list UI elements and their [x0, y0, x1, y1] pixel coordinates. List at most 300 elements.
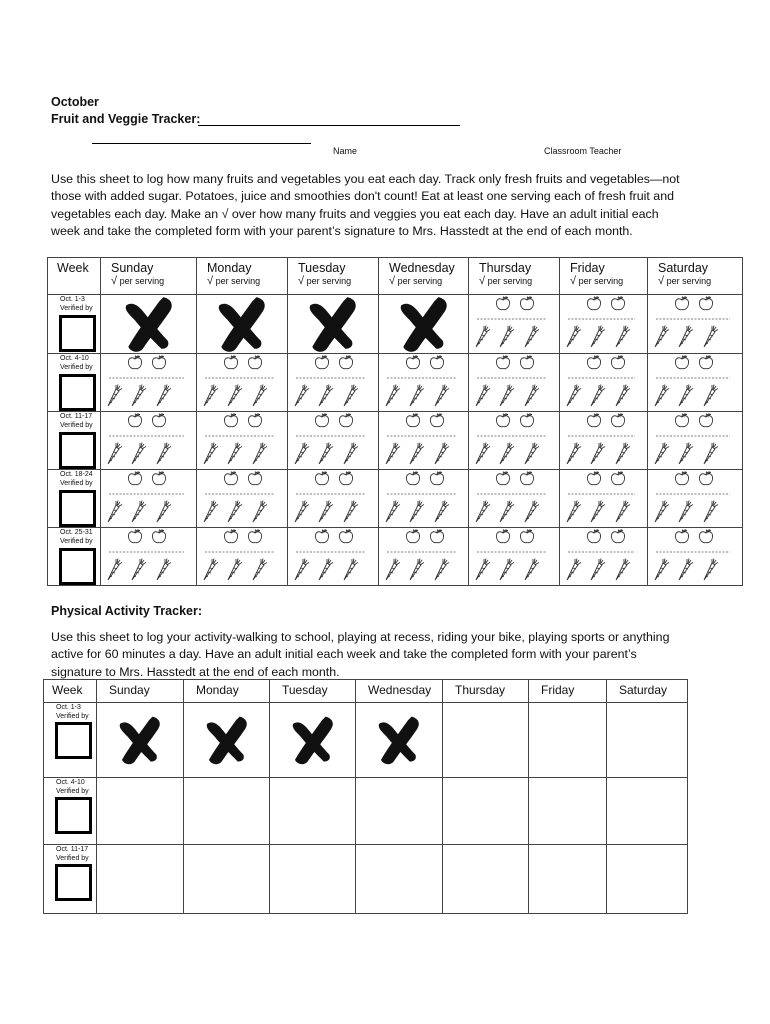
- carrot-icon: [704, 501, 718, 523]
- apple-icon: [128, 356, 141, 369]
- carrot-icon: [344, 559, 358, 581]
- apple-icon: [406, 530, 419, 543]
- apple-icon: [248, 356, 261, 369]
- carrot-icon: [228, 385, 242, 407]
- week-cell: [48, 412, 101, 470]
- apple-icon: [315, 356, 328, 369]
- carrot-icon: [704, 559, 718, 581]
- day-cell-sunday[interactable]: [101, 412, 197, 470]
- fruit-tracker-title: Fruit and Veggie Tracker:: [51, 112, 201, 126]
- day-cell-friday[interactable]: [529, 778, 607, 845]
- day-header-friday: [560, 258, 648, 295]
- carrot-icon: [679, 559, 693, 581]
- carrot-icon: [410, 501, 424, 523]
- produce-icons: [101, 412, 197, 468]
- x-mark-icon: [118, 295, 180, 354]
- carrot-icon: [616, 385, 630, 407]
- serving-text: per serving: [397, 276, 443, 286]
- day-cell-monday[interactable]: [197, 354, 288, 412]
- apple-icon: [128, 530, 141, 543]
- apple-icon: [430, 530, 443, 543]
- verified-by-label: Verified by: [60, 538, 93, 545]
- carrot-icon: [525, 559, 539, 581]
- apple-icon: [315, 414, 328, 427]
- day-cell-monday[interactable]: [184, 778, 270, 845]
- week-cell: [44, 845, 97, 914]
- day-cell-tuesday[interactable]: [288, 354, 379, 412]
- carrot-icon: [616, 559, 630, 581]
- apple-icon: [611, 414, 624, 427]
- day-header-saturday: [607, 680, 688, 703]
- day-cell-monday[interactable]: [197, 528, 288, 586]
- carrot-icon: [500, 559, 514, 581]
- day-cell-friday[interactable]: [560, 528, 648, 586]
- apple-icon: [430, 356, 443, 369]
- carrot-icon: [500, 385, 514, 407]
- day-cell-saturday[interactable]: [648, 354, 743, 412]
- carrot-icon: [410, 559, 424, 581]
- apple-icon: [430, 414, 443, 427]
- day-cell-saturday[interactable]: [648, 412, 743, 470]
- carrot-icon: [591, 559, 605, 581]
- tracker-title-line: [198, 125, 460, 126]
- day-cell-friday[interactable]: [560, 295, 648, 354]
- day-cell-sunday[interactable]: [97, 845, 184, 914]
- day-header-monday: [184, 680, 270, 703]
- carrot-icon: [500, 326, 514, 348]
- day-header-wednesday: [356, 680, 443, 703]
- day-cell-friday[interactable]: [560, 470, 648, 528]
- apple-icon: [339, 472, 352, 485]
- per-serving-label: [648, 275, 742, 287]
- carrot-icon: [567, 501, 581, 523]
- activity-table: [43, 679, 688, 914]
- apple-icon: [611, 297, 624, 310]
- week-row: [44, 703, 688, 778]
- day-header-sunday: [97, 680, 184, 703]
- teacher-label: Classroom Teacher: [544, 146, 622, 156]
- carrot-icon: [253, 559, 267, 581]
- produce-icons: [288, 412, 379, 468]
- carrot-icon: [567, 385, 581, 407]
- x-mark-icon: [286, 709, 340, 771]
- apple-icon: [152, 356, 165, 369]
- carrot-icon: [253, 385, 267, 407]
- verified-checkbox[interactable]: [55, 797, 92, 834]
- apple-icon: [128, 414, 141, 427]
- carrot-icon: [525, 443, 539, 465]
- carrot-icon: [591, 443, 605, 465]
- day-cell-saturday[interactable]: [648, 295, 743, 354]
- apple-icon: [496, 414, 509, 427]
- day-cell-wednesday[interactable]: [379, 470, 469, 528]
- carrot-icon: [591, 326, 605, 348]
- day-cell-wednesday[interactable]: [379, 295, 469, 354]
- serving-text: per serving: [215, 276, 261, 286]
- day-cell-saturday[interactable]: [607, 845, 688, 914]
- check-mark-icon: √: [658, 275, 665, 287]
- carrot-icon: [157, 501, 171, 523]
- carrot-icon: [567, 326, 581, 348]
- week-column-header: Week: [44, 680, 97, 703]
- verified-by-label: Verified by: [56, 713, 89, 720]
- produce-icons: [469, 295, 560, 351]
- activity-tracker-title: Physical Activity Tracker:: [51, 604, 203, 618]
- carrot-icon: [253, 443, 267, 465]
- carrot-icon: [500, 443, 514, 465]
- carrot-icon: [476, 326, 490, 348]
- day-cell-sunday[interactable]: [101, 354, 197, 412]
- day-name: Saturday: [619, 683, 668, 697]
- day-cell-thursday[interactable]: [469, 528, 560, 586]
- carrot-icon: [204, 385, 218, 407]
- day-cell-friday[interactable]: [560, 412, 648, 470]
- day-cell-monday[interactable]: [184, 845, 270, 914]
- day-cell-thursday[interactable]: [443, 778, 529, 845]
- carrot-icon: [616, 443, 630, 465]
- day-cell-sunday[interactable]: [101, 528, 197, 586]
- carrot-icon: [500, 501, 514, 523]
- produce-icons: [648, 295, 743, 351]
- apple-icon: [128, 472, 141, 485]
- day-cell-monday[interactable]: [184, 703, 270, 778]
- day-cell-thursday[interactable]: [469, 295, 560, 354]
- day-cell-tuesday[interactable]: [288, 412, 379, 470]
- verified-checkbox[interactable]: [59, 490, 96, 527]
- day-header-wednesday: [379, 258, 469, 295]
- day-cell-wednesday[interactable]: [379, 412, 469, 470]
- day-cell-saturday[interactable]: [648, 470, 743, 528]
- apple-icon: [675, 472, 688, 485]
- day-cell-friday[interactable]: [529, 845, 607, 914]
- carrot-icon: [386, 443, 400, 465]
- verified-checkbox[interactable]: [59, 315, 96, 352]
- verified-by-label: Verified by: [56, 788, 89, 795]
- carrot-icon: [295, 385, 309, 407]
- day-name: Thursday: [455, 683, 506, 697]
- carrot-icon: [295, 443, 309, 465]
- apple-icon: [339, 414, 352, 427]
- verified-checkbox[interactable]: [55, 864, 92, 901]
- carrot-icon: [157, 559, 171, 581]
- produce-icons: [648, 354, 743, 410]
- carrot-icon: [319, 559, 333, 581]
- carrot-icon: [108, 443, 122, 465]
- produce-icons: [197, 354, 288, 410]
- day-cell-sunday[interactable]: [97, 778, 184, 845]
- day-cell-wednesday[interactable]: [356, 778, 443, 845]
- day-cell-tuesday[interactable]: [270, 703, 356, 778]
- carrot-icon: [476, 385, 490, 407]
- carrot-icon: [157, 443, 171, 465]
- fruit-instructions: Use this sheet to log how many fruits and vegetables you eat each day. Track only fresh fruits and vegetables—not those with added sugar. Potatoes, juice and smoothies don't count! Eat at least one serving each of fresh fruit and vegetables each day. Make an √ over how many fruits and veggies you eat each day. Have an adult initial each week and take the completed form with your parent’s signature to Mrs. Hasstedt at the end of each month.: [51, 172, 680, 239]
- carrot-icon: [616, 501, 630, 523]
- carrot-icon: [704, 385, 718, 407]
- day-header-thursday: [443, 680, 529, 703]
- carrot-icon: [655, 443, 669, 465]
- day-cell-friday[interactable]: [529, 703, 607, 778]
- day-header-tuesday: [288, 258, 379, 295]
- carrot-icon: [679, 326, 693, 348]
- produce-icons: [469, 470, 560, 526]
- apple-icon: [611, 530, 624, 543]
- carrot-icon: [655, 385, 669, 407]
- apple-icon: [152, 472, 165, 485]
- apple-icon: [224, 356, 237, 369]
- day-cell-thursday[interactable]: [469, 412, 560, 470]
- apple-icon: [152, 530, 165, 543]
- carrot-icon: [228, 501, 242, 523]
- produce-icons: [288, 470, 379, 526]
- day-name: Monday: [196, 683, 239, 697]
- day-cell-wednesday[interactable]: [379, 354, 469, 412]
- day-cell-thursday[interactable]: [443, 845, 529, 914]
- carrot-icon: [410, 443, 424, 465]
- apple-icon: [699, 530, 712, 543]
- day-header-friday: [529, 680, 607, 703]
- carrot-icon: [591, 501, 605, 523]
- apple-icon: [496, 297, 509, 310]
- fruit-veggie-table: [47, 257, 743, 586]
- verified-by-label: Verified by: [60, 305, 93, 312]
- check-mark-icon: √: [389, 275, 396, 287]
- day-cell-monday[interactable]: [197, 412, 288, 470]
- week-label: Oct. 11-17: [56, 846, 89, 853]
- carrot-icon: [204, 501, 218, 523]
- carrot-icon: [319, 501, 333, 523]
- carrot-icon: [132, 385, 146, 407]
- day-cell-wednesday[interactable]: [379, 528, 469, 586]
- apple-icon: [496, 472, 509, 485]
- day-cell-monday[interactable]: [197, 295, 288, 354]
- carrot-icon: [344, 385, 358, 407]
- apple-icon: [248, 414, 261, 427]
- carrot-icon: [476, 443, 490, 465]
- day-cell-tuesday[interactable]: [288, 470, 379, 528]
- week-column-header: Week: [48, 258, 101, 295]
- day-header-tuesday: [270, 680, 356, 703]
- week-label: Oct. 1-3: [60, 296, 85, 303]
- day-cell-monday[interactable]: [197, 470, 288, 528]
- carrot-icon: [591, 385, 605, 407]
- carrot-icon: [108, 559, 122, 581]
- carrot-icon: [386, 559, 400, 581]
- week-label: Oct. 1-3: [56, 704, 81, 711]
- day-cell-sunday[interactable]: [101, 470, 197, 528]
- week-cell: [48, 354, 101, 412]
- month-title: October: [51, 95, 99, 109]
- x-mark-icon: [211, 295, 273, 354]
- per-serving-label: [469, 275, 559, 287]
- day-name: Monday: [207, 261, 252, 275]
- apple-icon: [406, 356, 419, 369]
- produce-icons: [288, 528, 379, 584]
- day-cell-tuesday[interactable]: [270, 845, 356, 914]
- day-cell-wednesday[interactable]: [356, 703, 443, 778]
- week-cell: [44, 778, 97, 845]
- produce-icons: [101, 470, 197, 526]
- day-cell-thursday[interactable]: [469, 470, 560, 528]
- produce-icons: [648, 528, 743, 584]
- carrot-icon: [295, 559, 309, 581]
- week-label: Oct. 25-31: [60, 529, 93, 536]
- carrot-icon: [132, 501, 146, 523]
- carrot-icon: [655, 559, 669, 581]
- carrot-icon: [108, 385, 122, 407]
- verified-checkbox[interactable]: [55, 722, 92, 759]
- apple-icon: [520, 356, 533, 369]
- produce-icons: [288, 354, 379, 410]
- name-label: Name: [333, 146, 358, 156]
- apple-icon: [406, 414, 419, 427]
- carrot-icon: [204, 443, 218, 465]
- day-name: Tuesday: [298, 261, 346, 275]
- day-name: Thursday: [479, 261, 532, 275]
- verified-checkbox[interactable]: [59, 374, 96, 411]
- verified-by-label: Verified by: [60, 480, 93, 487]
- day-cell-thursday[interactable]: [443, 703, 529, 778]
- apple-icon: [587, 414, 600, 427]
- day-cell-saturday[interactable]: [648, 528, 743, 586]
- day-cell-wednesday[interactable]: [356, 845, 443, 914]
- activity-instructions: Use this sheet to log your activity-walking to school, playing at recess, riding your bike, playing sports or anything active for 60 minutes a day. Have an adult initial each week and take the completed form with your parent’s signature to Mrs. Hasstedt at the end of each month.: [51, 630, 670, 679]
- x-mark-icon: [200, 709, 254, 771]
- produce-icons: [197, 528, 288, 584]
- carrot-icon: [295, 501, 309, 523]
- day-cell-friday[interactable]: [560, 354, 648, 412]
- x-mark-icon: [393, 295, 455, 354]
- name-line[interactable]: [92, 143, 311, 144]
- serving-text: per serving: [666, 276, 712, 286]
- day-cell-saturday[interactable]: [607, 703, 688, 778]
- week-row: [48, 412, 743, 470]
- carrot-icon: [228, 443, 242, 465]
- apple-icon: [224, 414, 237, 427]
- carrot-icon: [228, 559, 242, 581]
- produce-icons: [648, 412, 743, 468]
- day-header-sunday: [101, 258, 197, 295]
- produce-icons: [560, 470, 648, 526]
- carrot-icon: [319, 385, 333, 407]
- apple-icon: [699, 356, 712, 369]
- verified-checkbox[interactable]: [59, 432, 96, 469]
- produce-icons: [560, 412, 648, 468]
- day-header-monday: [197, 258, 288, 295]
- verified-checkbox[interactable]: [59, 548, 96, 585]
- apple-icon: [152, 414, 165, 427]
- apple-icon: [699, 414, 712, 427]
- produce-icons: [560, 354, 648, 410]
- apple-icon: [315, 530, 328, 543]
- carrot-icon: [435, 501, 449, 523]
- produce-icons: [101, 354, 197, 410]
- produce-icons: [379, 470, 469, 526]
- day-cell-saturday[interactable]: [607, 778, 688, 845]
- serving-text: per serving: [487, 276, 533, 286]
- apple-icon: [430, 472, 443, 485]
- week-row: [48, 470, 743, 528]
- carrot-icon: [132, 559, 146, 581]
- per-serving-label: [288, 275, 378, 287]
- produce-icons: [560, 295, 648, 351]
- apple-icon: [339, 530, 352, 543]
- week-label: Oct. 18-24: [60, 471, 93, 478]
- day-name: Wednesday: [368, 683, 432, 697]
- carrot-icon: [567, 559, 581, 581]
- carrot-icon: [435, 443, 449, 465]
- carrot-icon: [435, 385, 449, 407]
- serving-text: per serving: [306, 276, 352, 286]
- produce-icons: [197, 470, 288, 526]
- carrot-icon: [476, 559, 490, 581]
- apple-icon: [675, 356, 688, 369]
- per-serving-label: [197, 275, 287, 287]
- apple-icon: [611, 356, 624, 369]
- carrot-icon: [679, 443, 693, 465]
- produce-icons: [560, 528, 648, 584]
- apple-icon: [587, 530, 600, 543]
- apple-icon: [587, 297, 600, 310]
- x-mark-icon: [113, 709, 167, 771]
- carrot-icon: [616, 326, 630, 348]
- carrot-icon: [132, 443, 146, 465]
- check-mark-icon: √: [111, 275, 118, 287]
- day-name: Saturday: [658, 261, 709, 275]
- produce-icons: [379, 354, 469, 410]
- carrot-icon: [679, 501, 693, 523]
- day-name: Sunday: [111, 261, 154, 275]
- produce-icons: [197, 412, 288, 468]
- day-cell-tuesday[interactable]: [270, 778, 356, 845]
- verified-by-label: Verified by: [56, 855, 89, 862]
- produce-icons: [648, 470, 743, 526]
- check-mark-icon: √: [570, 275, 577, 287]
- produce-icons: [101, 528, 197, 584]
- check-mark-icon: √: [207, 275, 214, 287]
- check-mark-icon: √: [479, 275, 486, 287]
- carrot-icon: [567, 443, 581, 465]
- day-cell-sunday[interactable]: [101, 295, 197, 354]
- produce-icons: [379, 528, 469, 584]
- carrot-icon: [253, 501, 267, 523]
- apple-icon: [675, 414, 688, 427]
- apple-icon: [611, 472, 624, 485]
- carrot-icon: [655, 501, 669, 523]
- day-cell-tuesday[interactable]: [288, 295, 379, 354]
- week-label: Oct. 4-10: [60, 355, 89, 362]
- week-label: Oct. 4-10: [56, 779, 85, 786]
- carrot-icon: [435, 559, 449, 581]
- per-serving-label: [101, 275, 196, 287]
- apple-icon: [496, 356, 509, 369]
- carrot-icon: [525, 385, 539, 407]
- carrot-icon: [386, 501, 400, 523]
- apple-icon: [224, 530, 237, 543]
- carrot-icon: [344, 501, 358, 523]
- day-name: Tuesday: [282, 683, 328, 697]
- week-row: [48, 354, 743, 412]
- carrot-icon: [108, 501, 122, 523]
- serving-text: per serving: [578, 276, 624, 286]
- day-cell-sunday[interactable]: [97, 703, 184, 778]
- day-name: Friday: [570, 261, 605, 275]
- day-cell-tuesday[interactable]: [288, 528, 379, 586]
- apple-icon: [699, 297, 712, 310]
- produce-icons: [469, 412, 560, 468]
- x-mark-icon: [302, 295, 364, 354]
- apple-icon: [248, 472, 261, 485]
- day-cell-thursday[interactable]: [469, 354, 560, 412]
